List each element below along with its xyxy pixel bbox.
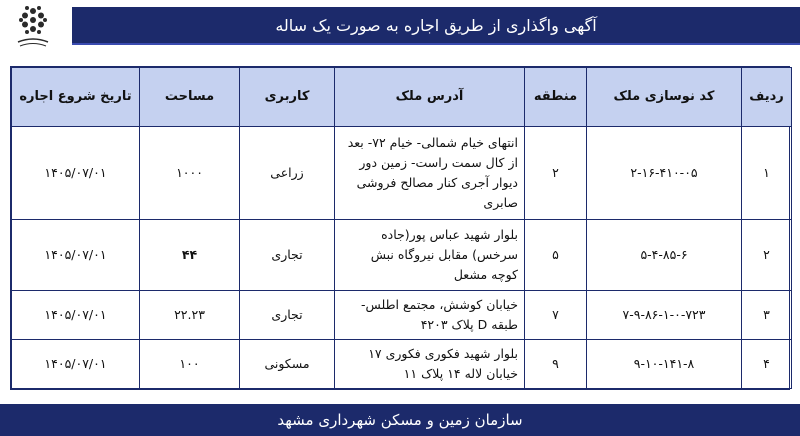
table-row [12,339,792,388]
column-header-region: منطقه [525,68,587,127]
cell-row-number: ۴ [742,339,792,388]
cell-area: ۴۴ [140,219,240,290]
cell-usage: تجاری [240,219,335,290]
cell-code: ۵-۴-۸۵-۶ [587,219,742,290]
table-header-row [12,68,792,127]
cell-start-date: ۱۴۰۵/۰۷/۰۱ [12,127,140,220]
cell-usage: تجاری [240,290,335,339]
cell-usage: زراعی [240,127,335,220]
lease-table-container [10,66,790,390]
cell-code: ۲-۱۶-۴۱۰-۰۵ [587,127,742,220]
cell-area: ۱۰۰ [140,339,240,388]
title-bar [72,7,800,45]
cell-address: بلوار شهید فکوری فکوری ۱۷ خیابان لاله ۱۴ پلاک ۱۱ [335,339,525,388]
cell-region: ۷ [525,290,587,339]
cell-region: ۵ [525,219,587,290]
table-row [12,219,792,290]
cell-area: ۱۰۰۰ [140,127,240,220]
cell-area: ۲۲.۲۳ [140,290,240,339]
cell-region: ۲ [525,127,587,220]
cell-usage: مسکونی [240,339,335,388]
footer-organization-name: سازمان زمین و مسکن شهرداری مشهد [277,411,523,429]
table-row [12,127,792,220]
cell-region: ۹ [525,339,587,388]
column-header-row-number: ردیف [742,68,792,127]
cell-code: ۹-۱۰-۱۴۱-۸ [587,339,742,388]
table-row [12,290,792,339]
page-title: آگهی واگذاری از طریق اجاره به صورت یک ساله [275,15,597,35]
footer-bar [0,404,800,436]
cell-row-number: ۳ [742,290,792,339]
cell-start-date: ۱۴۰۵/۰۷/۰۱ [12,219,140,290]
cell-address: بلوار شهید عباس پور(جاده سرخس) مقابل نیروگاه نبش کوچه مشعل [335,219,525,290]
column-header-start-date: تاریخ شروع اجاره [12,68,140,127]
cell-row-number: ۱ [742,127,792,220]
header [0,0,800,52]
cell-start-date: ۱۴۰۵/۰۷/۰۱ [12,339,140,388]
cell-code: ۷-۹-۸۶-۱-۰-۷۲۳ [587,290,742,339]
cell-address: انتهای خیام شمالی- خیام ۷۲- بعد از کال سمت راست- زمین دور دیوار آجری کنار مصالح فروشی صابری [335,127,525,220]
cell-address: خیابان کوشش، مجتمع اطلس- طبقه D پلاک ۴۲۰۳ [335,290,525,339]
column-header-address: آدرس ملک [335,68,525,127]
cell-start-date: ۱۴۰۵/۰۷/۰۱ [12,290,140,339]
cell-row-number: ۲ [742,219,792,290]
column-header-usage: کاربری [240,68,335,127]
municipality-logo-icon [6,2,60,50]
column-header-code: کد نوسازی ملک [587,68,742,127]
lease-table [11,67,792,389]
column-header-area: مساحت [140,68,240,127]
